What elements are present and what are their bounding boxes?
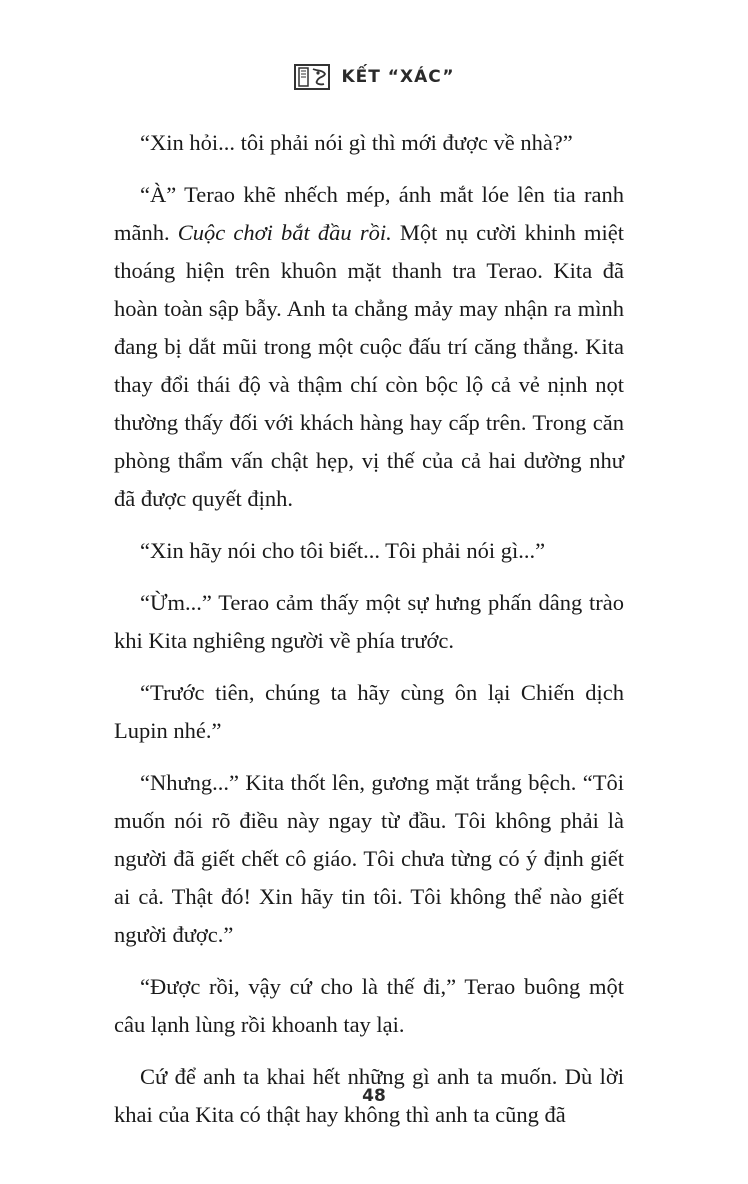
paragraph: “Ừm...” Terao cảm thấy một sự hưng phấn dâng trào khi Kita nghiêng người về phía trước. [114, 590, 624, 653]
casket-logo-icon [293, 62, 331, 92]
paragraph: “Xin hỏi... tôi phải nói gì thì mới được về nhà?” [140, 130, 573, 155]
paragraph-text: Một nụ cười khinh miệt thoáng hiện trên khuôn mặt thanh tra Terao. Kita đã hoàn toàn sập bẫy. Anh ta chẳng mảy may nhận ra mình đang bị dắt mũi trong một cuộc đấu trí căng thẳng. Kita thay đổi thái độ và thậm chí còn bộc lộ cả vẻ nịnh nọt thường thấy đối với khách hàng hay cấp trên. Trong căn phòng thẩm vấn chật hẹp, vị thế của cả hai dường như đã được quyết định. [114, 220, 624, 511]
paragraph: “Được rồi, vậy cứ cho là thế đi,” Terao buông một câu lạnh lùng rồi khoanh tay lại. [114, 974, 624, 1037]
paragraph: “Trước tiên, chúng ta hãy cùng ôn lại Chiến dịch Lupin nhé.” [114, 680, 624, 743]
running-header-title: KẾT “XÁC” [341, 67, 455, 87]
paragraph-text: “À” Terao khẽ nhếch mép, ánh mắt lóe lên tia ranh mãnh. [114, 182, 624, 245]
paragraph: Cứ để anh ta khai hết những gì anh ta muốn. Dù lời khai của Kita có thật hay không thì anh ta cũng đã [114, 1064, 624, 1127]
paragraph [114, 176, 624, 518]
running-header [0, 62, 748, 92]
italic-phrase: Cuộc chơi bắt đầu rồi. [177, 220, 392, 245]
paragraph: “Nhưng...” Kita thốt lên, gương mặt trắng bệch. “Tôi muốn nói rõ điều này ngay từ đầu. Tôi không phải là người đã giết chết cô giáo. Tôi chưa từng có ý định giết ai cả. Thật đó! Xin hãy tin tôi. Tôi không thể nào giết người được.” [114, 770, 624, 947]
page-number: 48 [362, 1086, 386, 1106]
page-body [114, 124, 624, 1148]
paragraph: “Xin hãy nói cho tôi biết... Tôi phải nói gì...” [140, 538, 546, 563]
